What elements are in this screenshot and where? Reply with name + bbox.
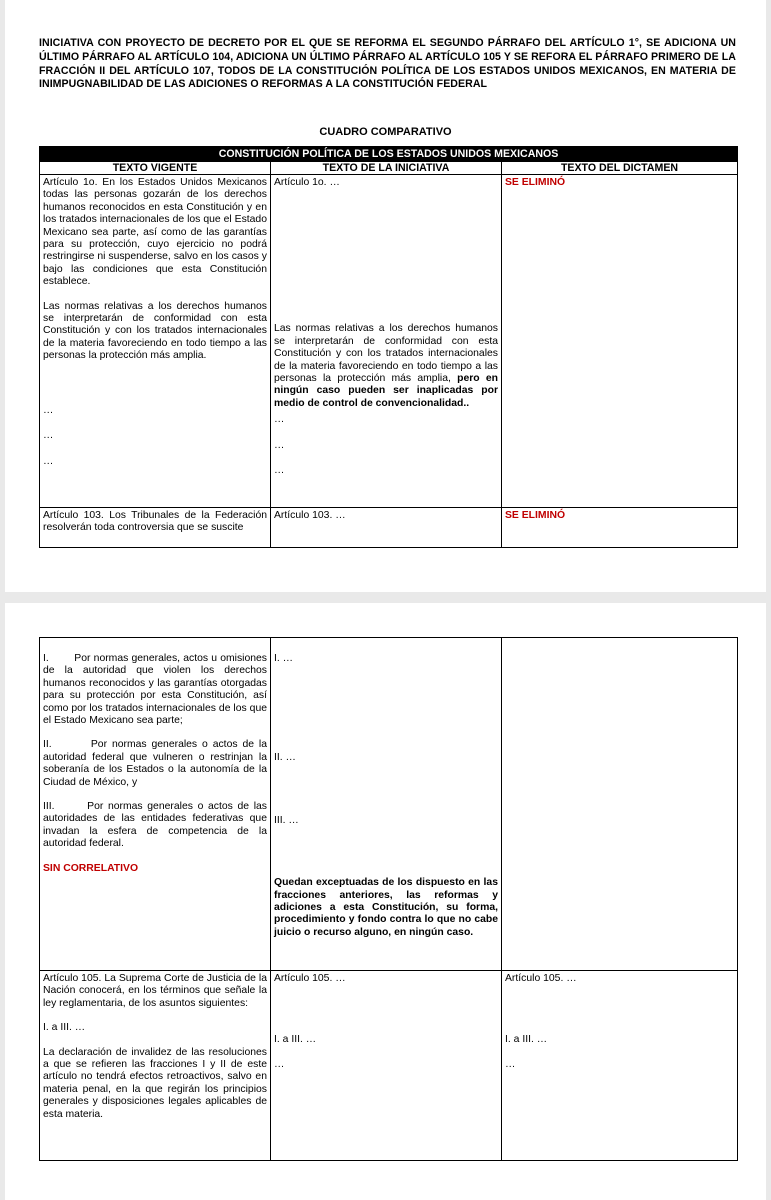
paragraph: Artículo 105. La Suprema Corte de Justicia de la Nación conocerá, en los términos que señale la ley reglamentaria, de los asuntos siguientes: xyxy=(43,973,267,1009)
cell-iniciativa xyxy=(271,638,502,971)
header-texto-iniciativa: TEXTO DE LA INICIATIVA xyxy=(271,162,502,175)
table-title-row xyxy=(40,147,738,162)
fraction-ii: II. … xyxy=(274,752,296,764)
cell-dictamen xyxy=(502,638,738,971)
table-row xyxy=(40,971,738,1161)
comparison-table xyxy=(39,146,738,548)
cell-iniciativa: Artículo 103. … xyxy=(271,508,502,548)
paragraph: I. a III. … xyxy=(43,1022,86,1034)
fraction-iii: III. Por normas generales o actos de las autoridades de las entidades federativas que invadan la esfera de competencia de la autoridad federal. xyxy=(43,801,270,850)
paragraph: Artículo 1o. … xyxy=(274,177,340,188)
ellipsis: … xyxy=(505,1058,516,1070)
fraction-iii: III. … xyxy=(274,814,299,826)
table-row xyxy=(40,175,738,508)
table-row xyxy=(40,508,738,548)
cell-iniciativa xyxy=(271,971,502,1161)
ellipsis: … xyxy=(274,439,285,451)
ellipsis: … xyxy=(43,455,54,467)
document-subtitle: CUADRO COMPARATIVO xyxy=(319,126,452,138)
cell-vigente: Artículo 103. Los Tribunales de la Federación resolverán toda controversia que se suscite xyxy=(40,508,271,548)
paragraph: I. a III. … xyxy=(505,1034,548,1046)
paragraph: Las normas relativas a los derechos humanos se interpretarán de conformidad con esta Constitución y con los tratados internacionales de la materia favoreciendo en todo tiempo a las personas la protección más amplia. xyxy=(43,300,267,362)
paragraph: I. a III. … xyxy=(274,1034,317,1046)
document-page-2 xyxy=(5,603,766,1200)
paragraph-text: Las normas relativas a los derechos humanos se interpretarán de conformidad con esta Constitución y con los tratados internacionales de la materia favoreciendo en todo tiempo a las personas la protección más amplia, xyxy=(274,323,498,385)
ellipsis: … xyxy=(274,1058,285,1070)
cell-iniciativa xyxy=(271,175,502,508)
ellipsis: … xyxy=(274,414,285,426)
paragraph: Artículo 1o. En los Estados Unidos Mexicanos todas las personas gozarán de los derechos humanos reconocidos en esta Constitución y en los tratados internacionales de los que el Estado Mexicano sea parte, así como de las garantías para su protección, cuyo ejercicio no podrá restringirse ni suspenderse, salvo en los casos y bajo las condiciones que esta Constitución establece. xyxy=(43,177,267,288)
paragraph: Artículo 105. … xyxy=(505,973,577,984)
cell-vigente xyxy=(40,638,271,971)
ellipsis: … xyxy=(274,465,285,477)
cell-dictamen xyxy=(502,971,738,1161)
cell-vigente xyxy=(40,971,271,1161)
cell-dictamen xyxy=(502,175,738,508)
paragraph xyxy=(274,323,498,410)
cell-dictamen xyxy=(502,508,738,548)
document-page-1 xyxy=(5,0,766,592)
added-paragraph: Quedan exceptuadas de los dispuesto en las fracciones anteriores, las reformas y adiciones a esta Constitución, su forma, procedimiento y fondo contra lo que no cabe juicio o recurso alguno, en ningún caso. xyxy=(274,877,498,938)
header-texto-vigente: TEXTO VIGENTE xyxy=(40,162,271,175)
paragraph: La declaración de invalidez de las resoluciones a que se refieren las fracciones I y II de este artículo no tendrá efectos retroactivos, salvo en materia penal, en la que regirán los principios generales y disposiciones legales aplicables de esta materia. xyxy=(43,1046,267,1120)
ellipsis: … xyxy=(43,404,54,416)
document-title: INICIATIVA CON PROYECTO DE DECRETO POR EL QUE SE REFORMA EL SEGUNDO PÁRRAFO DEL ARTÍCULO 1°, SE ADICIONA UN ÚLTIMO PÁRRAFO AL ARTÍCULO 104, ADICIONA UN ÚLTIMO PÁRRAFO AL ARTÍCULO 105 Y SE REFORA EL PÁRRAFO PRIMERO DE LA FRACCIÓN II DEL ARTÍCULO 107, TODOS DE LA CONSTITUCIÓN POLÍTICA DE LOS ESTADOS UNIDOS MEXICANOS, EN MATERIA DE INIMPUGNABILIDAD DE LAS ADICIONES O REFORMAS A LA CONSTITUCIÓN FEDERAL xyxy=(39,37,736,91)
comparison-table-continued xyxy=(39,637,738,1161)
cell-vigente xyxy=(40,175,271,508)
header-texto-dictamen: TEXTO DEL DICTAMEN xyxy=(502,162,738,175)
removed-label: SE ELIMINÓ xyxy=(505,177,566,188)
fraction-i: I. Por normas generales, actos u omisiones de la autoridad que violen los derechos humanos reconocidos y las garantías otorgadas para su protección por esta Constitución, así como por los tratados internacionales de los que el Estado Mexicano sea parte; xyxy=(43,653,270,727)
ellipsis: … xyxy=(43,430,54,442)
removed-label: SE ELIMINÓ xyxy=(505,510,566,521)
table-row xyxy=(40,638,738,971)
fraction-i: I. … xyxy=(274,653,294,664)
fraction-ii: II. Por normas generales o actos de la autoridad federal que vulneren o restrinjan la soberanía de los Estados o la autonomía de la Ciudad de México, y xyxy=(43,739,270,788)
paragraph: Artículo 105. … xyxy=(274,973,346,984)
sin-correlativo-label: SIN CORRELATIVO xyxy=(43,862,139,874)
table-header-row xyxy=(40,162,738,175)
table-title: CONSTITUCIÓN POLÍTICA DE LOS ESTADOS UNIDOS MEXICANOS xyxy=(40,147,738,162)
paragraph-added-text: pero en ningún caso pueden ser inaplicadas por medio de control de convencionalidad.. xyxy=(274,373,498,409)
